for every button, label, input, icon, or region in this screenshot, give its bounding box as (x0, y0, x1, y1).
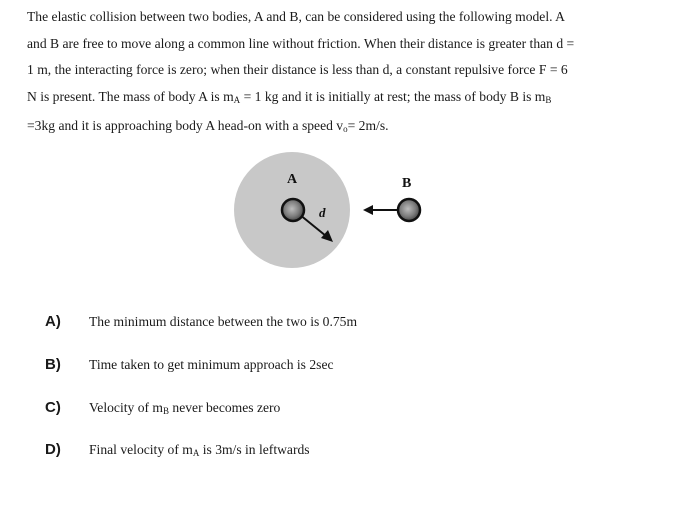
option-c[interactable] (45, 399, 280, 416)
option-c-text: Velocity of $m_B$ never becomes zero (89, 400, 281, 416)
question-line-2: and B are free to move along a common line without friction. When their distance is greater than d = (27, 35, 575, 51)
velocity-arrow-head (363, 205, 373, 215)
label-d: d (319, 205, 326, 220)
question-line-4: N is present. The mass of body A is $m_A = 1$ kg and it is initially at rest; the mass of body B is $m_B$ (27, 88, 552, 105)
option-b-letter: B) (45, 356, 61, 373)
ball-a (282, 199, 304, 221)
ball-b (398, 199, 420, 221)
option-a[interactable] (45, 313, 357, 330)
option-b-text: Time taken to get minimum approach is 2sec (89, 357, 334, 372)
option-c-letter: C) (45, 399, 61, 416)
option-d[interactable] (45, 441, 310, 458)
label-a: A (287, 172, 298, 187)
question-line-3: 1 m, the interacting force is zero; when their distance is less than d, a constant repulsive force F = 6 (27, 62, 568, 77)
collision-diagram-svg (220, 150, 460, 275)
question-line-5: =3kg and it is approaching body A head-on with a speed $v_o= 2m/s$. (27, 118, 389, 134)
option-d-text: Final velocity of $m_A$ is 3m/s in leftwards (89, 442, 310, 458)
collision-diagram (220, 150, 460, 275)
option-a-letter: A) (45, 313, 61, 330)
label-b: B (402, 176, 412, 191)
question-line-1: The elastic collision between two bodies, A and B, can be considered using the following model. A (27, 9, 565, 24)
option-b[interactable] (45, 356, 334, 373)
option-d-letter: D) (45, 441, 61, 458)
option-a-text: The minimum distance between the two is 0.75m (89, 314, 358, 329)
question-text (27, 4, 687, 143)
